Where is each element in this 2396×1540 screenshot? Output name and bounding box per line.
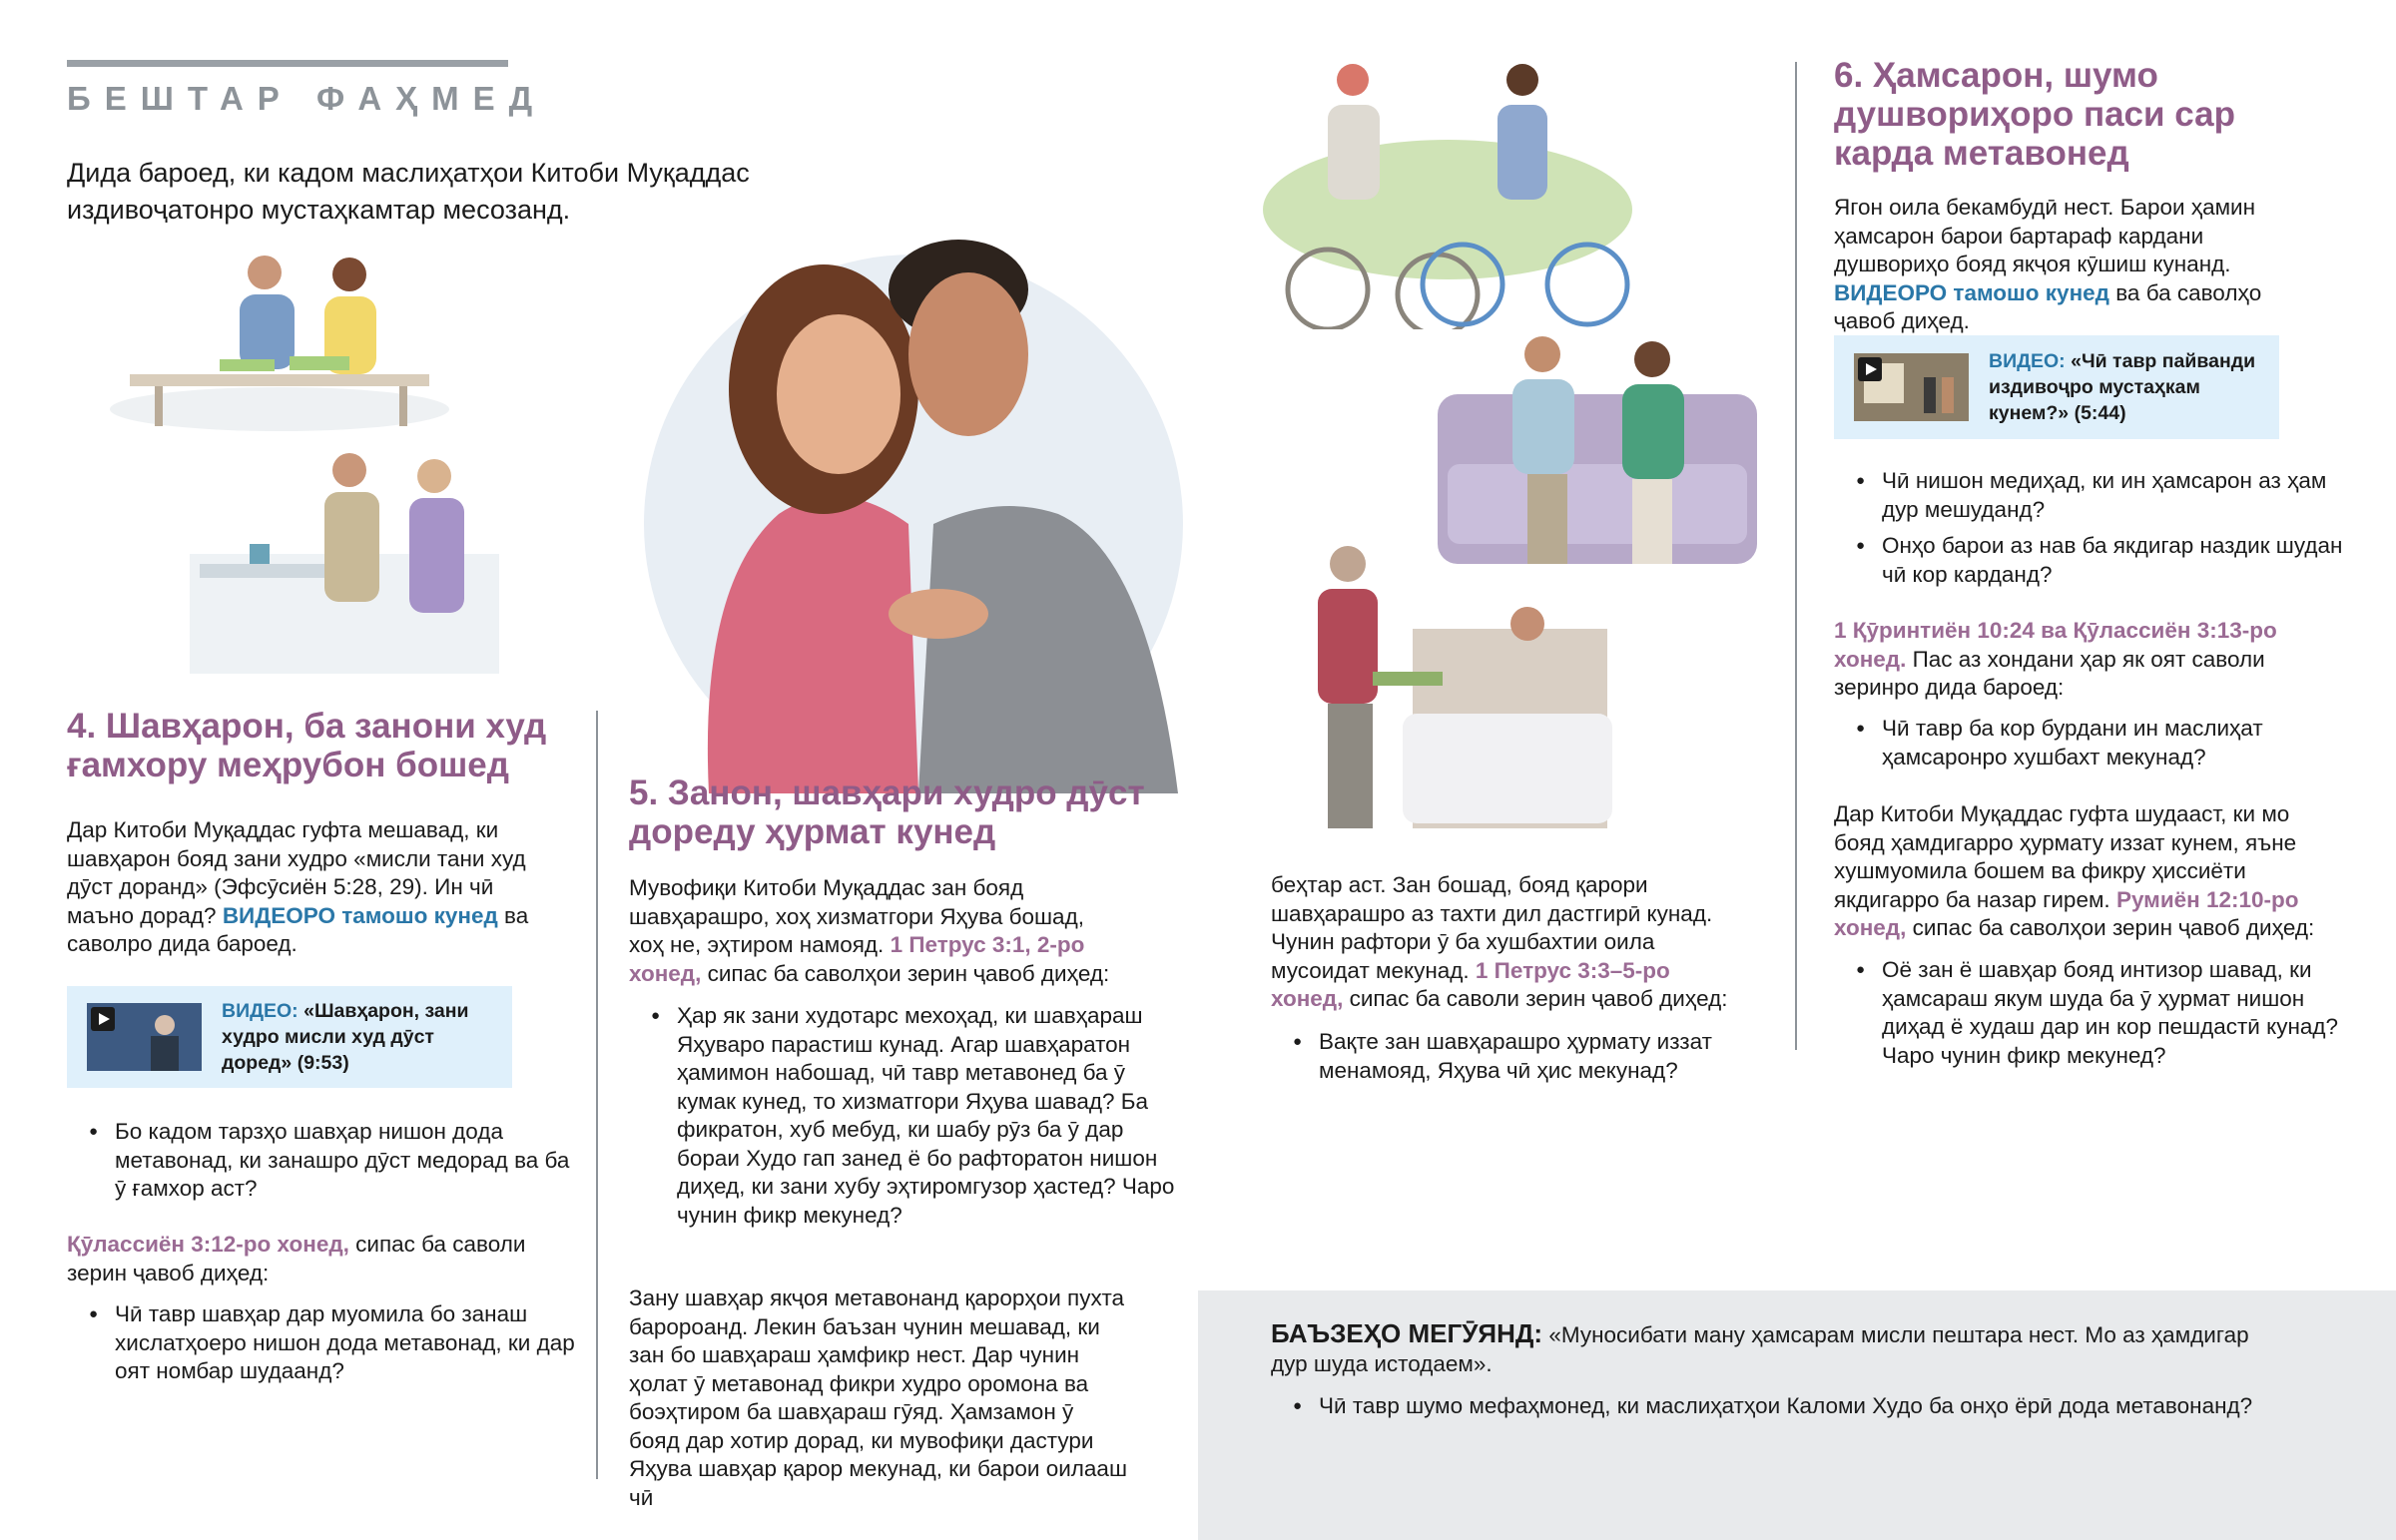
section-5-paragraph-3: беҳтар аст. Зан бошад, бояд қарори шавҳарашро аз тахти дил дастгирӣ кунад. Чунин рафтори ӯ ба хушбахтии оила мусоидат мекунад. 1 Петрус 3:3–5-ро хонед, сипас ба саволи зерин ҷавоб диҳед:: [1271, 872, 1728, 1011]
list-item: ● Чӣ тавр шавҳар дар муомила бо занаш хислатҳоеро нишон дода метавонад, ки дар оят номбар шудаанд?: [115, 1300, 604, 1386]
section-4-bullets-1: [67, 1118, 584, 1204]
scripture-reference: Румиён 12:10-ро хонед,: [1834, 886, 2299, 940]
play-icon[interactable]: [91, 1007, 115, 1031]
section-4-paragraph-2: Қӯлассиён 3:12-ро хонед, сипас ба саволи зерин ҷавоб диҳед:: [67, 1232, 526, 1285]
video-title: «Шавҳарон, зани худро мисли худ дӯст доред»: [222, 1000, 469, 1074]
section-4-video-card[interactable]: ВИДЕО: «Шавҳарон, зани худро мисли худ дӯст доред» (9:53): [67, 986, 512, 1088]
section-6-bullets-2: [1834, 715, 2361, 771]
play-icon[interactable]: [1858, 357, 1882, 381]
some-say-label: БАЪЗЕҲО МЕГӮЯНД:: [1271, 1318, 1543, 1348]
column-divider: [596, 711, 598, 1479]
list-item: ● Чӣ тавр шумо мефаҳмонед, ки маслиҳатҳои Каломи Худо ба онҳо ёрӣ дода метавонанд?: [1319, 1392, 2337, 1421]
section-6-paragraph-1: Ягон оила бекамбудӣ нест. Барои ҳамин ҳамсарон барои бартараф кардани душвориҳо бояд якҷоя кӯшиш кунанд. ВИДЕОРО тамошо кунед ва ба саволҳо ҷавоб диҳед.: [1834, 195, 2262, 333]
video-title: «Чӣ тавр пайванди издивоҷро мустаҳкам кунем?»: [1989, 350, 2256, 424]
section-5-paragraph-1: Мувофиқи Китоби Муқаддас зан бояд шавҳарашро, хоҳ хизматгори Яҳува бошад, хоҳ не, эҳтиром намояд. 1 Петрус 3:1, 2-ро хонед, сипас ба саволҳои зерин ҷавоб диҳед:: [629, 875, 1110, 986]
list-item: ● Оё зан ё шавҳар бояд интизор шавад, ки ҳамсараш якум шуда ба ӯ ҳурмат нишон диҳад ё худаш дар ин кор пешдастӣ кунад? Чаро чунин фикр мекунед?: [1882, 956, 2371, 1070]
section-rule: [67, 60, 508, 67]
list-item: ● Бо кадом тарзҳо шавҳар нишон дода метавонад, ки занашро дӯст медорад ва ба ӯ ғамхор аст?: [115, 1118, 584, 1204]
intro-text: Дида бароед, ки кадом маслиҳатҳои Китоби Муқаддас издивоҷатонро мустаҳкамтар месозанд.: [67, 158, 750, 225]
list-item: ● Чӣ тавр ба кор бурдани ин маслиҳат ҳамсаронро хушбахт мекунад?: [1882, 715, 2361, 771]
section-5-bullets-2: [1271, 1028, 1788, 1085]
section-6-video-card[interactable]: ВИДЕО: «Чӣ тавр пайванди издивоҷро мустаҳкам кунем?» (5:44): [1834, 335, 2279, 439]
section-5-paragraph-2: Зану шавҳар якҷоя метавонанд қарорҳои пухта баророанд. Лекин баъзан чунин мешавад, ки зан бо шавҳараш ҳамфикр нест. Дар чунин ҳолат ӯ метавонад фикри худро оромона ва боэҳтиром ба шавҳараш гӯяд. Ҳамзамон ӯ бояд дар хотир дорад, ки мувофиқи дастури Яҳува шавҳар қарор мекунад, ки барои оилааш чӣ: [629, 1285, 1127, 1510]
illustration-couple-kitchen: [190, 444, 509, 679]
video-duration: (5:44): [2074, 402, 2126, 424]
section-4-video-link[interactable]: ВИДЕОРО тамошо кунед: [222, 902, 498, 928]
scripture-reference: 1 Қӯринтиён 10:24 ва Қӯлассиён 3:13-ро хонед.: [1834, 618, 2277, 672]
section-5-bullets-1: [629, 1002, 1176, 1230]
section-4-bullets-2: [67, 1300, 604, 1386]
list-item: ● Ҳар як зани худотарс мехоҳад, ки шавҳараш Яҳуваро парастиш кунад. Агар шавҳаратон ҳамимон набошад, чӣ тавр метавонед ба ӯ кумак кунед, то хизматгори Яҳува шавад? Ба фикратон, хуб мебуд, ки шабу рӯз ба ӯ дар бораи Худо гап занед ё бо рафторатон нишон диҳед, ки зани хубу эҳтиромгузор ҳастед? Чаро чунин фикр мекунед?: [677, 1002, 1176, 1230]
some-say-text: БАЪЗЕҲО МЕГӮЯНД: «Муносибати ману ҳамсарам мисли пештара нест. Мо аз ҳамдигар дур шуда истодаем».: [1271, 1318, 2249, 1376]
section-6-video-link[interactable]: ВИДЕОРО тамошо кунед: [1834, 279, 2109, 305]
some-say-bullets: [1271, 1392, 2337, 1421]
scripture-reference: 1 Петрус 3:1, 2-ро хонед,: [629, 932, 1085, 986]
section-4-paragraph-1: Дар Китоби Муқаддас гуфта мешавад, ки шавҳарон бояд зани худро «мисли тани худ дӯст доранд» (Эфсӯсиён 5:28, 29). Ин чӣ маъно дорад? ВИДЕОРО тамошо кунед ва саволро дида бароед.: [67, 817, 529, 956]
section-5-heading: 5. Занон, шавҳари худро дӯст дореду ҳурмат кунед: [629, 773, 1145, 851]
column-divider: [1795, 62, 1797, 1050]
section-6-heading: 6. Ҳамсарон, шумо душвориҳоро паси сар карда метавонед: [1834, 56, 2235, 173]
section-6-bullets-3: [1834, 956, 2371, 1070]
scripture-reference: Қӯлассиён 3:12-ро хонед,: [67, 1232, 349, 1257]
section-6-paragraph-2: 1 Қӯринтиён 10:24 ва Қӯлассиён 3:13-ро хонед. Пас аз хондани ҳар як оят саволи зеринро дида бароед:: [1834, 618, 2277, 700]
list-item: ● Онҳо барои аз нав ба якдигар наздик шудан чӣ кор карданд?: [1882, 532, 2361, 589]
video-thumbnail[interactable]: [1854, 353, 1969, 421]
illustration-hero-couple: [589, 195, 1238, 793]
section-6-bullets-1: [1834, 467, 2361, 589]
illustration-couple-cycling: [1258, 60, 1637, 329]
illustration-couple-studying: [100, 245, 459, 434]
video-thumbnail[interactable]: [87, 1003, 202, 1071]
scripture-reference: 1 Петрус 3:3–5-ро хонед,: [1271, 957, 1670, 1011]
section-6-paragraph-3: Дар Китоби Муқаддас гуфта шудааст, ки мо бояд ҳамдигарро ҳурмату иззат кунем, яъне хушмуомила бошем ва фикру ҳиссиёти якдигарро ба назар гирем. Румиён 12:10-ро хонед, сипас ба саволҳои зерин ҷавоб диҳед:: [1834, 801, 2315, 940]
section-eyebrow: БЕШТАР ФАҲМЕД: [67, 80, 547, 117]
list-item: ● Вақте зан шавҳарашро ҳурмату иззат менамояд, Яҳува чӣ ҳис мекунад?: [1319, 1028, 1788, 1085]
video-duration: (9:53): [297, 1052, 349, 1074]
list-item: ● Чӣ нишон медиҳад, ки ин ҳамсарон аз ҳам дур мешуданд?: [1882, 467, 2361, 524]
illustration-husband-caring: [1273, 534, 1612, 833]
section-4-heading: 4. Шавҳарон, ба занони худ ғамхору меҳрубон бошед: [67, 707, 547, 784]
